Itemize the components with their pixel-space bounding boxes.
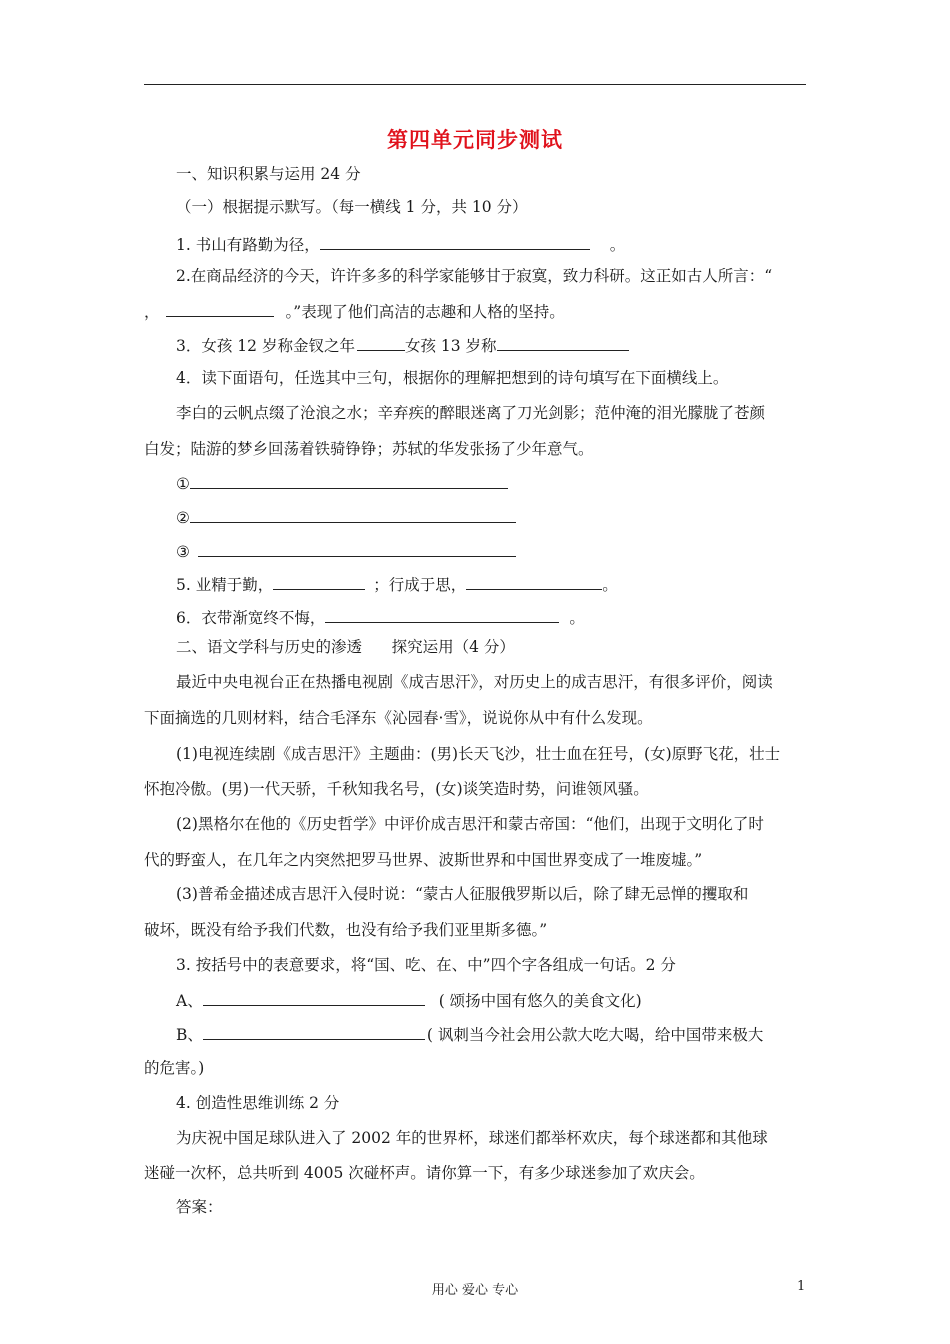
part1-subheading: （一）根据提示默写。（每一横线 1 分，共 10 分） (176, 198, 528, 216)
answer-label: 答案： (176, 1198, 223, 1216)
footer-motto: 用心 爱心 专心 (431, 1283, 519, 1298)
q1-suffix: 。 (609, 236, 626, 254)
q4-blank-2[interactable] (190, 506, 516, 523)
material-3-line2: 破坏，既没有给予我们代数，也没有给予我们亚里斯多德。” (144, 921, 548, 939)
part2-intro-line1: 最近中央电视台正在热播电视剧《成吉思汗》，对历史上的成吉思汗，有很多评价，阅读 (176, 673, 773, 691)
question-2-line1: 2.在商品经济的今天，许许多多的科学家能够甘于寂寞，致力科研。这正如古人所言：“ (176, 267, 773, 285)
q6-blank[interactable] (325, 606, 559, 623)
option-a-blank[interactable] (203, 989, 425, 1006)
question-4-text-line2: 白发；陆游的梦乡回荡着铁骑铮铮；苏轼的华发张扬了少年意气。 (144, 440, 594, 458)
q4-blank-3[interactable] (198, 540, 516, 557)
q4-answer-2 (176, 506, 516, 528)
q6-suffix: 。 (569, 609, 585, 627)
question-4-instruction: 4．读下面语句，任选其中三句，根据你的理解把想到的诗句填写在下面横线上。 (176, 369, 729, 387)
option-b-hint-line2: 的危害。) (144, 1059, 205, 1077)
q2-answer-blank[interactable] (166, 300, 274, 317)
q1-prefix: 1. 书山有路勤为径， (176, 236, 320, 254)
question-5 (176, 573, 618, 595)
circled-three: ③ (176, 543, 190, 561)
question-2-line2 (144, 300, 565, 322)
q1-answer-blank[interactable] (320, 233, 590, 250)
q3-prefix: 3．女孩 12 岁称金钗之年 (176, 337, 355, 355)
q5-middle: ；行成于思， (373, 576, 467, 594)
part2-q4-text-line1: 为庆祝中国足球队进入了 2002 年的世界杯，球迷们都举杯欢庆，每个球迷都和其他球 (176, 1129, 768, 1147)
part2-heading: 二、语文学科与历史的渗透 探究运用（4 分） (176, 638, 515, 656)
q3-blank-1[interactable] (357, 334, 405, 351)
question-3 (176, 334, 629, 356)
part2-question-4: 4. 创造性思维训练 2 分 (176, 1094, 340, 1112)
q4-blank-1[interactable] (190, 472, 508, 489)
material-2-line1: (2)黑格尔在他的《历史哲学》中评价成吉思汗和蒙古帝国：“他们，出现于文明化了时 (176, 815, 764, 833)
material-3-line1: (3)普希金描述成吉思汗入侵时说：“蒙古人征服俄罗斯以后，除了肆无忌惮的攫取和 (176, 885, 749, 903)
q2-prefix: ， (144, 303, 160, 321)
question-6 (176, 606, 585, 628)
q6-prefix: 6．衣带渐宽终不悔， (176, 609, 326, 627)
header-rule (144, 84, 806, 85)
question-1 (176, 233, 625, 255)
option-b-label: B、 (176, 1026, 203, 1044)
q3-option-b (176, 1023, 763, 1045)
q3-blank-2[interactable] (497, 334, 629, 351)
q5-suffix: 。 (602, 576, 618, 594)
page-number: 1 (797, 1279, 806, 1294)
q5-prefix: 5. 业精于勤， (176, 576, 274, 594)
circled-one: ① (176, 475, 190, 493)
option-a-label: A、 (176, 992, 203, 1010)
q5-blank-2[interactable] (466, 573, 602, 590)
material-2-line2: 代的野蛮人，在几年之内突然把罗马世界、波斯世界和中国世界变成了一堆废墟。” (144, 851, 703, 869)
circled-two: ② (176, 509, 190, 527)
page-title: 第四单元同步测试 (387, 128, 563, 152)
material-1-line1: (1)电视连续剧《成吉思汗》主题曲：(男)长天飞沙，壮士血在狂号，(女)原野飞花，壮士 (176, 745, 781, 763)
q4-answer-3 (176, 540, 516, 562)
q4-answer-1 (176, 472, 508, 494)
material-1-line2: 怀抱冷傲。(男)一代天骄，千秋知我名号，(女)谈笑造时势，问谁领风骚。 (144, 780, 649, 798)
part2-question-3: 3. 按括号中的表意要求，将“国、吃、在、中”四个字各组成一句话。2 分 (176, 956, 676, 974)
option-b-blank[interactable] (203, 1023, 425, 1040)
part2-q4-text-line2: 迷碰一次杯，总共听到 4005 次碰杯声。请你算一下，有多少球迷参加了欢庆会。 (144, 1164, 705, 1182)
part1-heading: 一、知识积累与运用 24 分 (176, 165, 361, 183)
option-b-hint: ( 讽刺当今社会用公款大吃大喝，给中国带来极大 (426, 1026, 764, 1044)
part2-intro-line2: 下面摘选的几则材料，结合毛泽东《沁园春·雪》，说说你从中有什么发现。 (144, 709, 653, 727)
question-4-text-line1: 李白的云帆点缀了沧浪之水；辛弃疾的醉眼迷离了刀光剑影；范仲淹的泪光朦胧了苍颜 (176, 404, 766, 422)
q2-suffix: 。”表现了他们高洁的志趣和人格的坚持。 (285, 303, 565, 321)
q3-middle: 女孩 13 岁称 (404, 337, 497, 355)
q3-option-a (176, 989, 642, 1011)
option-a-hint: ( 颂扬中国有悠久的美食文化) (438, 992, 642, 1010)
q5-blank-1[interactable] (273, 573, 365, 590)
